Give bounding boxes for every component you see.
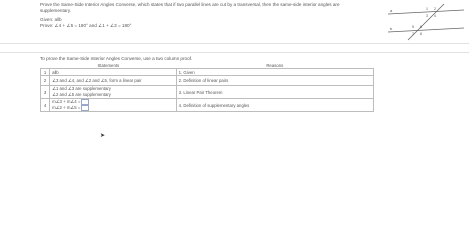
reason-cell: 1. Given	[176, 69, 373, 76]
divider-bottom	[0, 52, 469, 53]
label-7: 7	[412, 32, 414, 36]
label-a: a	[390, 8, 393, 13]
statement-line: ∠2 and ∠5 are supplementary	[52, 92, 111, 97]
label-b: b	[390, 26, 393, 31]
reason-cell: 3. Linear Pair Theorem	[176, 86, 373, 99]
proof-prompt: To prove the Same-Side Interior Angles Converse, use a two column proof.	[40, 56, 193, 61]
prove-line: Prove: ∠4 + ∠5 = 180° and ∠1 + ∠3 = 180°	[40, 23, 132, 28]
table-row	[41, 69, 374, 76]
given-line: Given: a‖b	[40, 17, 62, 22]
equation-text: m∠2 + m∠5 =	[52, 105, 81, 111]
statements-header: Statements	[97, 62, 120, 68]
label-1: 1	[426, 7, 428, 11]
row-number: 1	[41, 69, 50, 76]
reasons-header: Reasons	[266, 62, 284, 68]
parallel-lines-figure	[386, 2, 466, 42]
statement-line: ∠1 and ∠3 are supplementary	[52, 86, 111, 91]
proof-table	[40, 62, 374, 112]
label-8: 8	[420, 32, 422, 36]
divider-top	[0, 43, 469, 44]
line-b	[388, 28, 464, 32]
table-row	[41, 76, 374, 86]
row-number: 3	[41, 86, 50, 99]
statement-cell	[50, 86, 177, 99]
table-row	[41, 99, 374, 112]
answer-blank[interactable]	[81, 99, 89, 105]
label-6: 6	[420, 25, 422, 29]
answer-blank[interactable]	[81, 105, 89, 111]
statement-cell	[50, 99, 177, 112]
table-row	[41, 86, 374, 99]
label-2: 2	[434, 7, 436, 11]
row-number: 4	[41, 99, 50, 112]
reason-cell: 2. Definition of linear pairs	[176, 76, 373, 86]
label-5: 5	[412, 25, 414, 29]
mouse-cursor-icon: ➤	[100, 133, 106, 139]
statement-line	[52, 105, 174, 111]
statement-cell: a‖b	[50, 69, 177, 76]
equation-text: m∠3 + m∠4 =	[52, 99, 81, 105]
label-4: 4	[434, 14, 436, 18]
problem-intro: Prove the Same-Side Interior Angles Converse, which states that if two parallel lines are cut by a transversal, then the same-side interior angles are supplementary.	[40, 2, 340, 13]
reason-cell: 4. Definition of supplementary angles	[176, 99, 373, 112]
label-3: 3	[426, 14, 428, 18]
row-number: 2	[41, 76, 50, 86]
statement-cell: ∠3 and ∠4, and ∠2 and ∠5, form a linear pair	[50, 76, 177, 86]
